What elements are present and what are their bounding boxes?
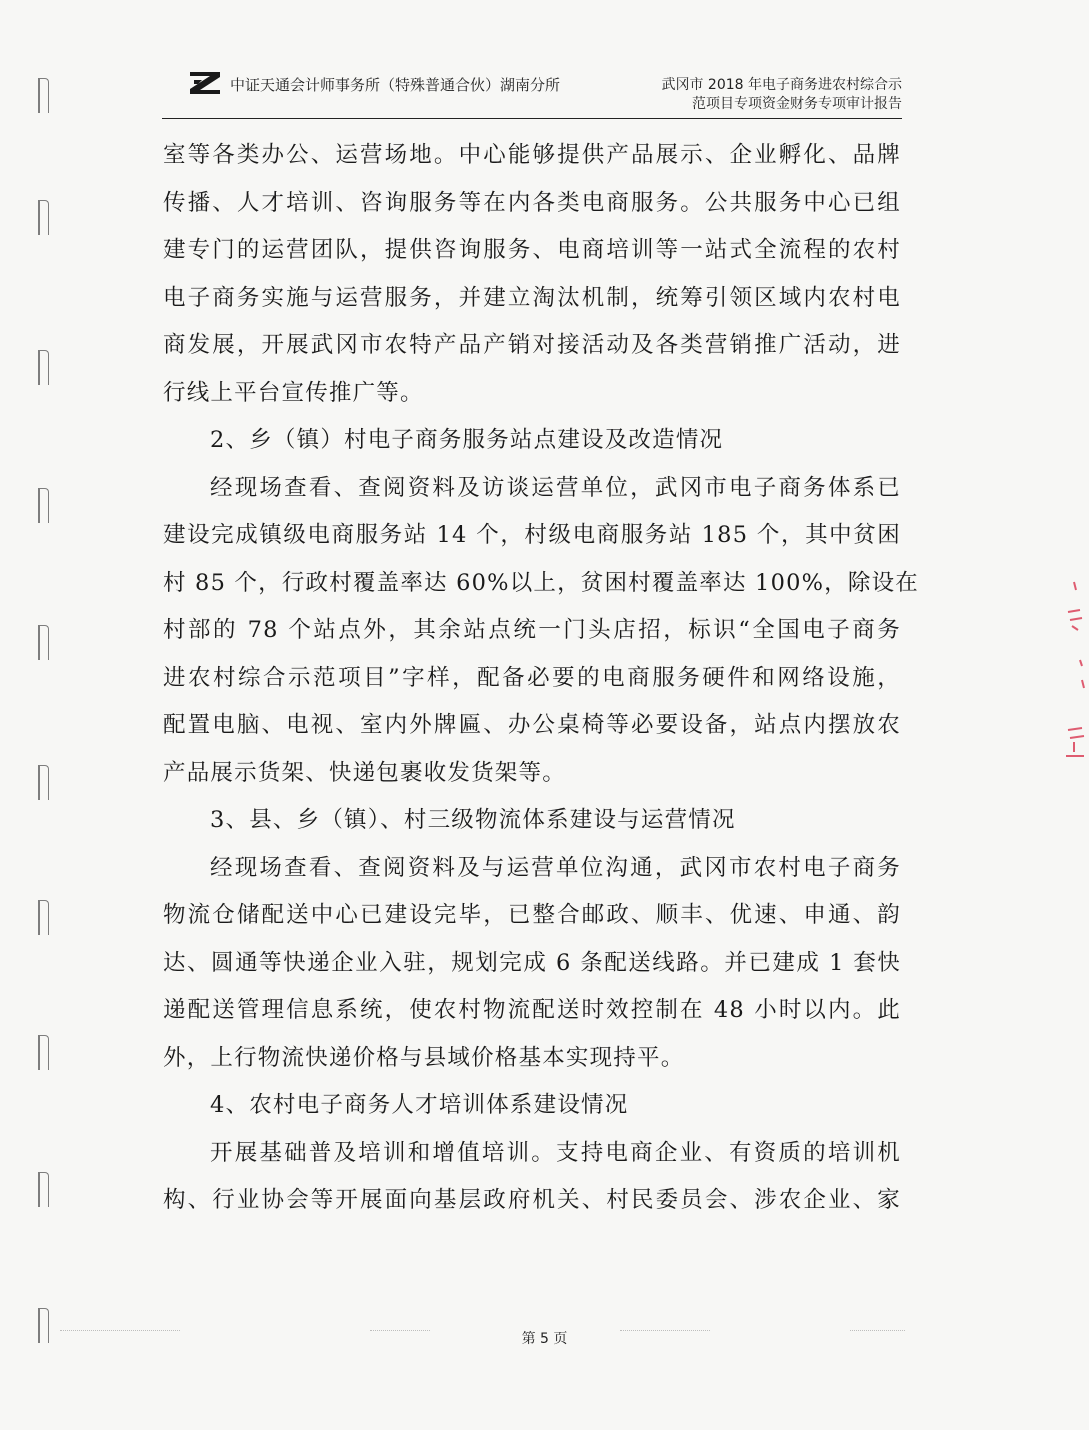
text-line: 进农村综合示范项目”字样，配备必要的电商服务硬件和网络设施，: [163, 664, 901, 691]
text-line: 构、行业协会等开展面向基层政府机关、村民委员会、涉农企业、家: [163, 1187, 901, 1213]
firm-name: 中证天通会计师事务所（特殊普通合伙）湖南分所: [230, 76, 561, 94]
seal-fragment: [1060, 580, 1089, 780]
section-heading: 2、乡（镇）村电子商务服务站点建设及改造情况: [210, 427, 724, 453]
text-line: 行线上平台宣传推广等。: [163, 379, 424, 406]
binding-mark: [38, 1035, 49, 1070]
text-line: 经现场查看、查阅资料及与运营单位沟通，武冈市农村电子商务: [210, 854, 901, 881]
text-line: 村 85 个，行政村覆盖率达 60%以上，贫困村覆盖率达 100%，除设在: [163, 569, 919, 596]
report-title: [632, 76, 902, 114]
binding-mark: [38, 765, 49, 800]
page-header: [162, 68, 902, 119]
text-line: 物流仓储配送中心已建设完毕，已整合邮政、顺丰、优速、申通、韵: [163, 902, 901, 928]
text-line: 递配送管理信息系统，使农村物流配送时效控制在 48 小时以内。此: [163, 997, 901, 1023]
text-line: 开展基础普及培训和增值培训。支持电商企业、有资质的培训机: [210, 1139, 901, 1166]
text-line: 室等各类办公、运营场地。中心能够提供产品展示、企业孵化、品牌: [163, 142, 901, 168]
text-line: 经现场查看、查阅资料及访谈运营单位，武冈市电子商务体系已: [210, 474, 901, 501]
text-line: 商发展，开展武冈市农特产品产销对接活动及各类营销推广活动，进: [163, 332, 901, 358]
binding-mark: [38, 900, 49, 935]
text-line: 外，上行物流快递价格与县域价格基本实现持平。: [163, 1044, 685, 1071]
report-title-line: 范项目专项资金财务专项审计报告: [692, 96, 902, 112]
binding-mark: [38, 488, 49, 523]
section-heading: 3、县、乡（镇）、村三级物流体系建设与运营情况: [210, 807, 736, 833]
text-line: 建设完成镇级电商服务站 14 个，村级电商服务站 185 个，其中贫困: [163, 522, 901, 548]
text-line: 产品展示货架、快递包裹收发货架等。: [163, 759, 566, 786]
text-line: 电子商务实施与运营服务，并建立淘汰机制，统筹引领区域内农村电: [163, 284, 901, 311]
text-line: 传播、人才培训、咨询服务等在内各类电商服务。公共服务中心已组: [163, 189, 901, 216]
report-title-line: 武冈市 2018 年电子商务进农村综合示: [661, 77, 902, 93]
text-line: 村部的 78 个站点外，其余站点统一门头店招，标识“全国电子商务: [163, 617, 901, 643]
binding-mark: [38, 200, 49, 235]
document-body: [163, 132, 919, 1225]
zt-logo-icon: [188, 70, 222, 96]
section-heading: 4、农村电子商务人才培训体系建设情况: [210, 1092, 629, 1118]
text-line: 配置电脑、电视、室内外牌匾、办公桌椅等必要设备，站点内摆放农: [163, 712, 901, 738]
page-number: 第 5 页: [521, 1331, 568, 1347]
text-line: 建专门的运营团队，提供咨询服务、电商培训等一站式全流程的农村: [163, 237, 901, 263]
binding-mark: [38, 78, 49, 113]
binding-mark: [38, 1172, 49, 1207]
binding-mark: [38, 625, 49, 660]
text-line: 达、圆通等快递企业入驻，规划完成 6 条配送线路。并已建成 1 套快: [163, 949, 901, 976]
binding-mark: [38, 350, 49, 385]
